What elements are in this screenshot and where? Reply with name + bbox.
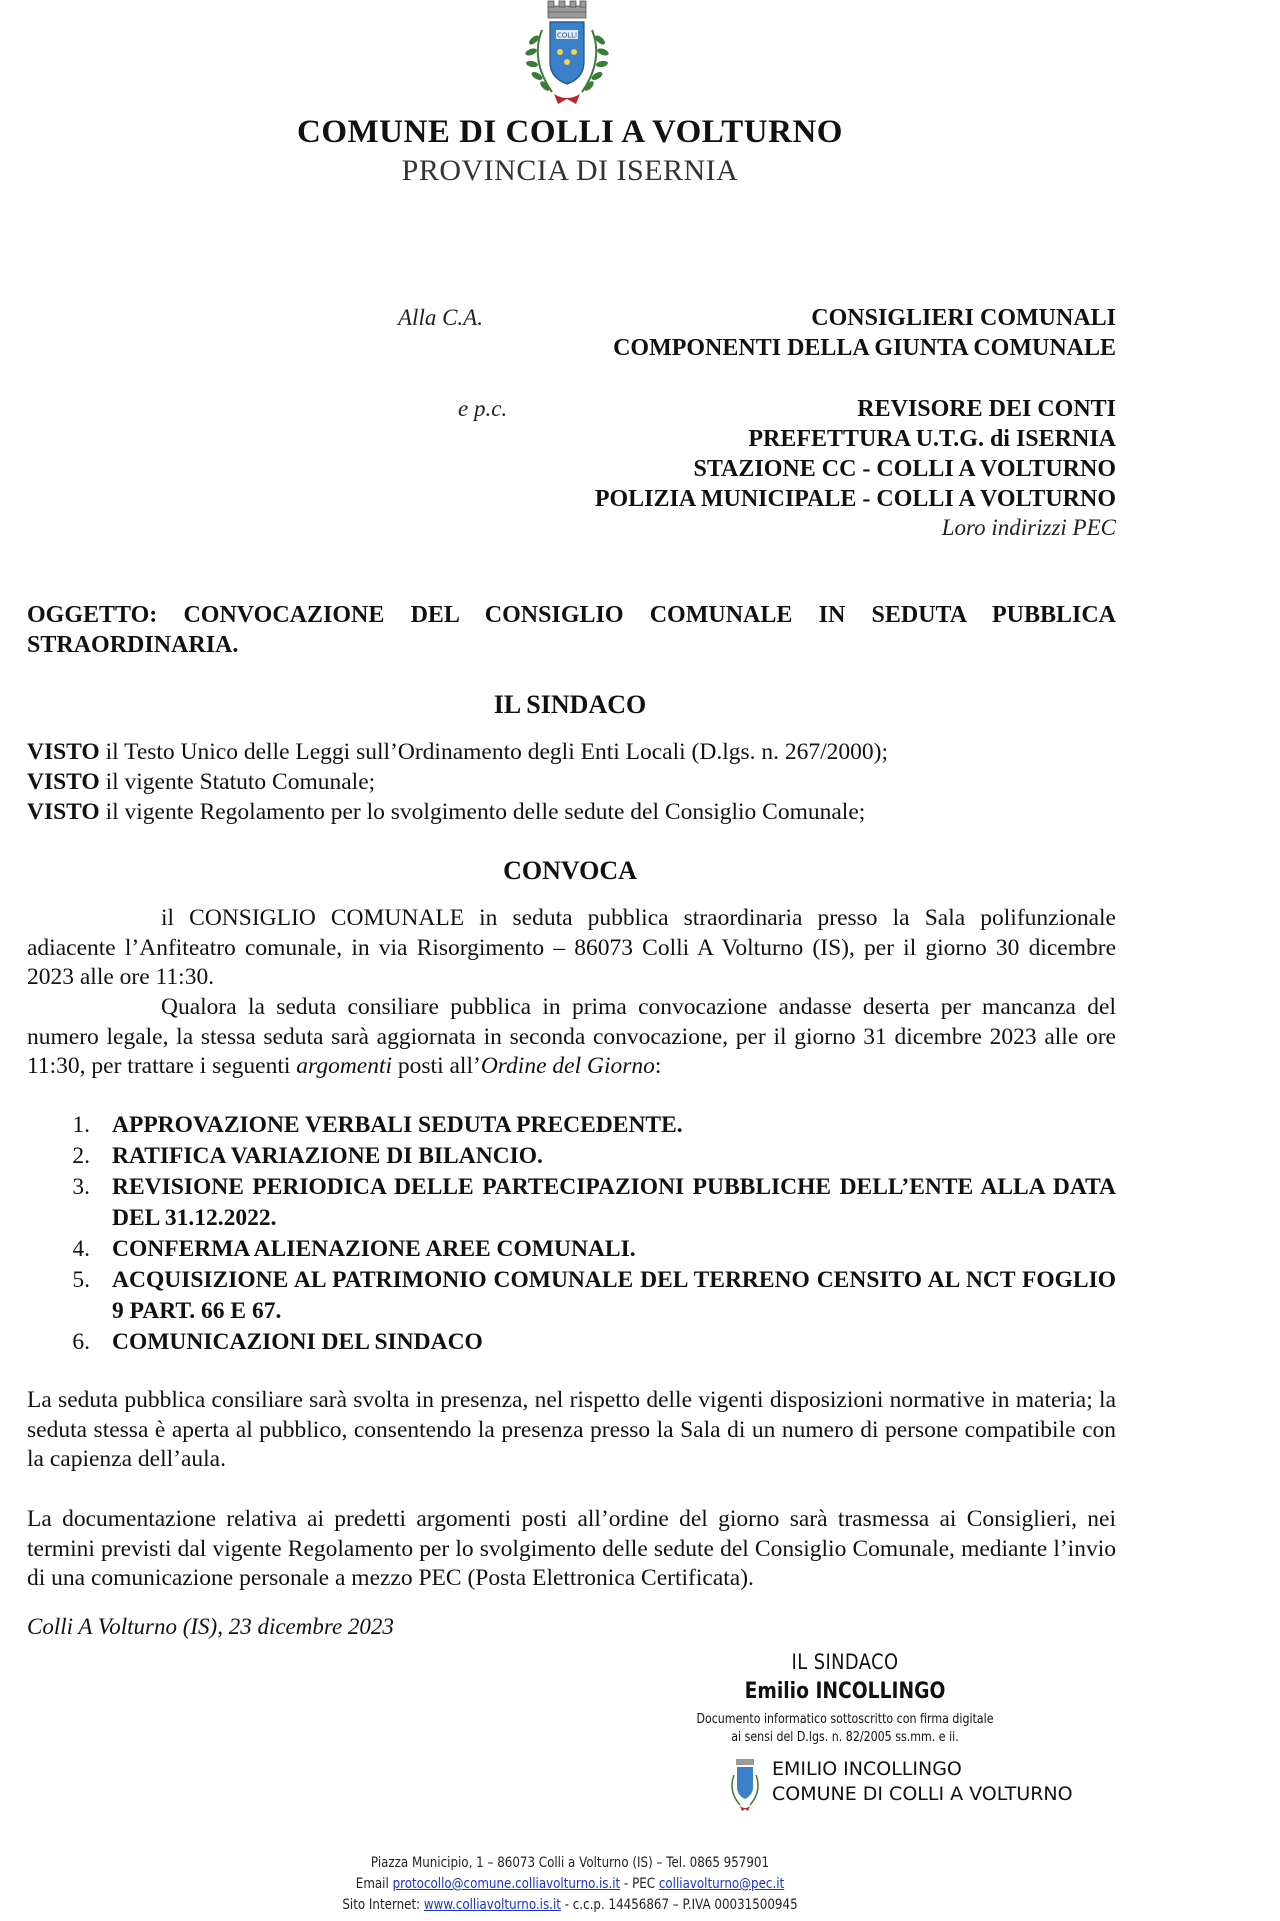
- agenda-item-text: REVISIONE PERIODICA DELLE PARTECIPAZIONI PUBBLICHE DELL’ENTE ALLA DATA DEL 31.12.2022.: [112, 1174, 1116, 1231]
- stamp-organization: COMUNE DI COLLI A VOLTURNO: [772, 1783, 1073, 1805]
- visto-text: il Testo Unico delle Leggi sull’Ordinamento degli Enti Locali (D.lgs. n. 267/2000);: [99, 739, 889, 765]
- agenda-item: [60, 1234, 1116, 1265]
- epc-label: e p.c.: [458, 396, 508, 421]
- second-call-paragraph: [27, 993, 1116, 1082]
- addressee-cc-1: REVISORE DEI CONTI: [857, 396, 1116, 422]
- municipal-crest-icon: [512, 0, 622, 118]
- pec-note: Loro indirizzi PEC: [941, 515, 1116, 540]
- footer-pec-link[interactable]: colliavolturno@pec.it: [658, 1876, 785, 1892]
- second-call-end: :: [654, 1053, 662, 1079]
- second-call-text: Qualora la seduta consiliare pubblica in prima convocazione andasse deserta per mancanza del numero legale, la stessa seduta sarà aggiornata in seconda convocazione, per il giorno 31 dicembre 2023 alle ore 11:30, per trattare i seguenti: [27, 994, 1116, 1079]
- agenda-item: [60, 1141, 1116, 1172]
- digital-signature-note-2: ai sensi del D.lgs. n. 82/2005 ss.mm. e ii.: [731, 1730, 959, 1745]
- svg-text:COLLI: COLLI: [556, 31, 578, 40]
- digital-signature-stamp: [722, 1755, 1122, 1821]
- agenda-item-number: 4.: [72, 1236, 90, 1262]
- footer-site-label: Sito Internet:: [342, 1897, 424, 1913]
- public-session-paragraph: La seduta pubblica consiliare sarà svolta in presenza, nel rispetto delle vigenti disposizioni normative in materia; la seduta stessa è aperta al pubblico, consentendo la presenza presso la Sala di un numero di persone compatibile con la capienza dell’aula.: [27, 1387, 1116, 1472]
- agenda-item-text: RATIFICA VARIAZIONE DI BILANCIO.: [112, 1143, 543, 1169]
- visto-keyword: VISTO: [27, 799, 100, 825]
- visto-line-3: [27, 798, 1116, 828]
- place-and-date: Colli A Volturno (IS), 23 dicembre 2023: [27, 1614, 394, 1639]
- argomenti-italic: argomenti: [296, 1053, 393, 1079]
- footer-site: [103, 1897, 1038, 1913]
- agenda-item-text: COMUNICAZIONI DEL SINDACO: [112, 1329, 483, 1355]
- agenda-item-text: APPROVAZIONE VERBALI SEDUTA PRECEDENTE.: [112, 1112, 683, 1138]
- footer-pec-label: - PEC: [620, 1876, 659, 1892]
- agenda-item: [60, 1110, 1116, 1141]
- subject-line: OGGETTO: CONVOCAZIONE DEL CONSIGLIO COMUNALE IN SEDUTA PUBBLICA STRAORDINARIA.: [27, 602, 1116, 658]
- footer-site-link[interactable]: www.colliavolturno.is.it: [423, 1897, 561, 1913]
- visto-keyword: VISTO: [27, 769, 100, 795]
- agenda-item-number: 5.: [72, 1267, 90, 1293]
- stamp-text: [772, 1757, 1073, 1807]
- convoca-paragraph: il CONSIGLIO COMUNALE in seduta pubblica straordinaria presso la Sala polifunzionale adiacente l’Anfiteatro comunale, in via Risorgimento – 86073 Colli A Volturno (IS), per il giorno 30 dicembre 2023 alle ore 11:30.: [27, 905, 1116, 990]
- visto-text: il vigente Regolamento per lo svolgimento delle sedute del Consiglio Comunale;: [99, 799, 866, 825]
- alla-ca-label: Alla C.A.: [398, 305, 483, 330]
- agenda-item: [60, 1172, 1116, 1234]
- agenda-item-number: 2.: [72, 1143, 90, 1169]
- footer-email-link[interactable]: protocollo@comune.colliavolturno.is.it: [392, 1876, 621, 1892]
- addressee-primary-2: COMPONENTI DELLA GIUNTA COMUNALE: [613, 335, 1116, 361]
- agenda-item-number: 6.: [72, 1329, 90, 1355]
- visto-text: il vigente Statuto Comunale;: [99, 769, 376, 795]
- digital-signature-note-1: Documento informatico sottoscritto con firma digitale: [696, 1712, 994, 1727]
- agenda-item-number: 3.: [72, 1174, 90, 1200]
- agenda-item-number: 1.: [72, 1112, 90, 1138]
- mayor-heading: IL SINDACO: [493, 690, 647, 719]
- province-name: PROVINCIA DI ISERNIA: [401, 154, 739, 187]
- signature-name: Emilio INCOLLINGO: [744, 1679, 946, 1704]
- agenda-item: [60, 1265, 1116, 1327]
- addressee-cc-4: POLIZIA MUNICIPALE - COLLI A VOLTURNO: [594, 486, 1116, 512]
- visto-line-2: [27, 768, 1116, 798]
- agenda-item-text: CONFERMA ALIENAZIONE AREE COMUNALI.: [112, 1236, 636, 1262]
- footer-fiscal-info: - c.c.p. 14456867 – P.IVA 00031500945: [560, 1897, 798, 1913]
- footer-contacts: [103, 1876, 1038, 1892]
- footer-address: Piazza Municipio, 1 – 86073 Colli a Volturno (IS) – Tel. 0865 957901: [370, 1855, 770, 1871]
- ordine-del-giorno-italic: Ordine del Giorno: [480, 1053, 655, 1079]
- municipality-name: COMUNE DI COLLI A VOLTURNO: [297, 114, 843, 150]
- visto-line-1: [27, 738, 1116, 768]
- documentation-paragraph: La documentazione relativa ai predetti argomenti posti all’ordine del giorno sarà trasmessa ai Consiglieri, nei termini previsti dal vigente Regolamento per lo svolgimento delle sedute del Consiglio Comunale, mediante l’invio di una comunicazione personale a mezzo PEC (Posta Elettronica Certificata).: [27, 1506, 1116, 1591]
- stamp-signer-name: EMILIO INCOLLINGO: [772, 1758, 962, 1780]
- footer-email-label: Email: [355, 1876, 393, 1892]
- addressee-primary-1: CONSIGLIERI COMUNALI: [811, 305, 1116, 331]
- agenda-item-text: ACQUISIZIONE AL PATRIMONIO COMUNALE DEL TERRENO CENSITO AL NCT FOGLIO 9 PART. 66 E 67.: [112, 1267, 1116, 1324]
- addressee-cc-3: STAZIONE CC - COLLI A VOLTURNO: [693, 456, 1116, 482]
- visto-keyword: VISTO: [27, 739, 100, 765]
- convoca-heading: CONVOCA: [503, 856, 637, 885]
- addressee-cc-2: PREFETTURA U.T.G. di ISERNIA: [748, 426, 1116, 452]
- second-call-mid: posti all’: [392, 1053, 481, 1079]
- stamp-crest-icon: [724, 1757, 766, 1813]
- agenda-item: [60, 1327, 1116, 1358]
- signature-title: IL SINDACO: [791, 1650, 899, 1674]
